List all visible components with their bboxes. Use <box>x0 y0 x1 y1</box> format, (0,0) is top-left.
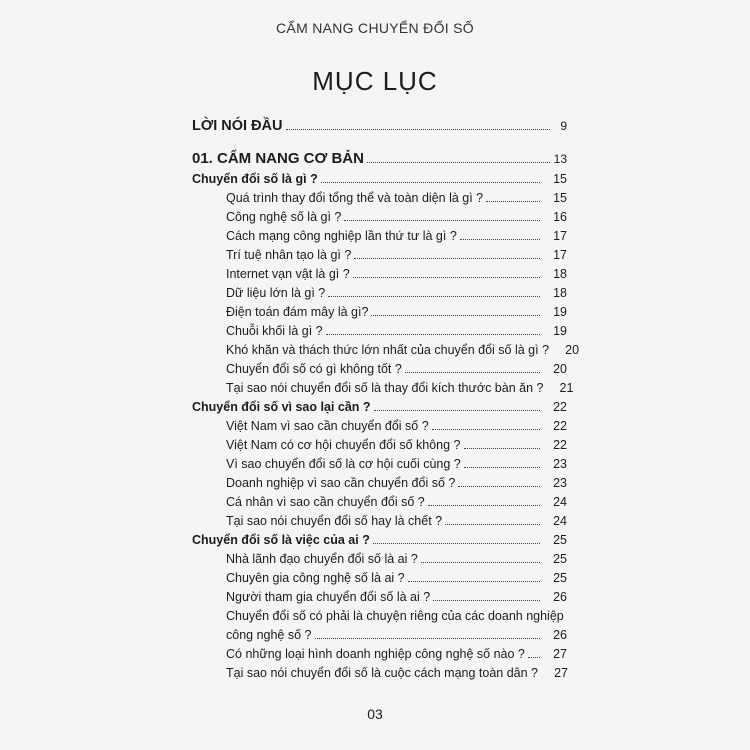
toc-entry-page: 20 <box>553 362 567 376</box>
toc-entry-label: Trí tuệ nhân tạo là gì ? <box>226 248 352 262</box>
toc-title: MỤC LỤC <box>312 66 438 96</box>
toc-entry-label: Tại sao nói chuyển đổi số là cuộc cách mạng toàn dân ? <box>226 666 539 680</box>
toc-section[interactable] <box>192 172 567 186</box>
toc-entry-page: 25 <box>553 571 567 585</box>
toc-entry-page: 24 <box>553 495 567 509</box>
dot-leader <box>486 191 540 202</box>
toc-entry-page: 22 <box>553 419 567 433</box>
toc-entry-label: Chuyên gia công nghệ số là ai ? <box>226 571 405 585</box>
toc-entry-page: 15 <box>553 172 567 186</box>
toc-item[interactable] <box>226 666 567 680</box>
dot-leader <box>408 571 540 582</box>
dot-leader <box>354 248 540 259</box>
toc-item-first-line[interactable] <box>226 609 567 623</box>
toc-item[interactable] <box>226 305 567 319</box>
toc-section[interactable] <box>192 533 567 547</box>
toc-item[interactable] <box>226 324 567 338</box>
dot-leader <box>374 400 540 411</box>
toc-entry-label: Có những loại hình doanh nghiệp công nghệ số nào ? <box>226 647 525 661</box>
dot-leader <box>344 210 540 221</box>
toc-entry-label: Nhà lãnh đạo chuyển đổi số là ai ? <box>226 552 418 566</box>
toc-entry-label: Chuyển đổi số là việc của ai ? <box>192 533 370 547</box>
dot-leader <box>432 419 540 430</box>
toc-entry-page: 15 <box>553 191 567 205</box>
toc-entry-label: Tại sao nói chuyển đổi số hay là chết ? <box>226 514 443 528</box>
toc-entry-page: 16 <box>553 210 567 224</box>
toc-entry-chapter-01[interactable] <box>192 150 567 167</box>
toc-entry-label: LỜI NÓI ĐẦU <box>192 117 283 134</box>
dot-leader <box>326 324 540 335</box>
dot-leader <box>528 647 540 658</box>
dot-leader <box>433 590 540 601</box>
toc-entry-label-line1: Chuyển đổi số có phải là chuyện riêng của các doanh nghiệp <box>226 609 564 623</box>
toc-item[interactable] <box>226 419 567 433</box>
toc-item[interactable] <box>226 229 567 243</box>
toc-entry-label: 01. CẨM NANG CƠ BẢN <box>192 150 364 167</box>
toc-entry-page: 9 <box>560 118 567 133</box>
dot-leader <box>405 362 540 373</box>
toc-item[interactable] <box>226 457 567 471</box>
toc-entry-page: 24 <box>553 514 567 528</box>
dot-leader <box>428 495 540 506</box>
toc-item[interactable] <box>226 476 567 490</box>
toc-item[interactable] <box>226 438 567 452</box>
toc-item[interactable] <box>226 343 580 357</box>
toc-entry-page: 22 <box>553 438 567 452</box>
toc-entry-page: 23 <box>553 476 567 490</box>
toc-entry-page: 19 <box>553 305 567 319</box>
dot-leader <box>373 533 540 544</box>
toc-entry-page: 26 <box>553 590 567 604</box>
toc-entry-page: 17 <box>553 248 567 262</box>
toc-entry-page: 20 <box>565 343 580 357</box>
toc-entry-label: Vì sao chuyển đổi số là cơ hội cuối cùng ? <box>226 457 461 471</box>
toc-item[interactable] <box>226 628 567 642</box>
toc-item[interactable] <box>226 590 567 604</box>
toc-item[interactable] <box>226 248 567 262</box>
toc-entry-page: 19 <box>553 324 567 338</box>
dot-leader <box>371 305 540 316</box>
toc-entry-label: Người tham gia chuyển đổi số là ai ? <box>226 590 431 604</box>
dot-leader <box>315 628 541 639</box>
dot-leader <box>367 150 550 163</box>
dot-leader <box>464 438 541 449</box>
toc-entry-label: Chuyển đổi số là gì ? <box>192 172 318 186</box>
toc-entry-page: 27 <box>553 647 567 661</box>
toc-item[interactable] <box>226 647 567 661</box>
toc-entry-label: Cá nhân vì sao cần chuyển đổi số ? <box>226 495 425 509</box>
toc-item[interactable] <box>226 495 567 509</box>
toc-item[interactable] <box>226 552 567 566</box>
toc-entry-page: 27 <box>554 666 569 680</box>
dot-leader <box>328 286 540 297</box>
toc-entry-label: Việt Nam vì sao cần chuyển đổi số ? <box>226 419 429 433</box>
toc-entry-page: 25 <box>553 552 567 566</box>
toc-entry-page: 22 <box>553 400 567 414</box>
dot-leader <box>458 476 540 487</box>
toc-item[interactable] <box>226 571 567 585</box>
toc-item[interactable] <box>226 191 567 205</box>
toc-entry-label: Khó khăn và thách thức lớn nhất của chuyển đổi số là gì ? <box>226 343 550 357</box>
toc-entry-label: Quá trình thay đổi tổng thể và toàn diện là gì ? <box>226 191 484 205</box>
toc-item[interactable] <box>226 210 567 224</box>
toc-entry-label: Điện toán đám mây là gì? <box>226 305 369 319</box>
toc-section[interactable] <box>192 400 567 414</box>
toc-entry-label: Công nghệ số là gì ? <box>226 210 342 224</box>
toc-item[interactable] <box>226 381 574 395</box>
toc-entry-label: Chuyển đổi số vì sao lại cần ? <box>192 400 371 414</box>
toc-item[interactable] <box>226 286 567 300</box>
toc-entry-page: 23 <box>553 457 567 471</box>
toc-entry-page: 18 <box>553 267 567 281</box>
dot-leader <box>460 229 540 240</box>
toc-entry-label: Doanh nghiệp vì sao cần chuyển đổi số ? <box>226 476 456 490</box>
dot-leader <box>445 514 540 525</box>
toc-entry-page: 26 <box>553 628 567 642</box>
toc-entry-page: 18 <box>553 286 567 300</box>
dot-leader <box>321 172 540 183</box>
toc-entry-page: 13 <box>553 152 567 166</box>
dot-leader <box>353 267 540 278</box>
toc-entry-label: Internet vạn vật là gì ? <box>226 267 350 281</box>
toc-entry-label: công nghệ số ? <box>226 628 312 642</box>
toc-entry-preface[interactable] <box>192 117 567 134</box>
dot-leader <box>464 457 540 468</box>
running-header: CẨM NANG CHUYỂN ĐỔI SỐ <box>276 20 474 36</box>
toc-entry-page: 21 <box>559 381 574 395</box>
toc-entry-label: Chuỗi khối là gì ? <box>226 324 323 338</box>
toc-entry-page: 17 <box>553 229 567 243</box>
dot-leader <box>286 117 550 130</box>
toc-entry-label: Việt Nam có cơ hội chuyển đổi số không ? <box>226 438 461 452</box>
toc-item[interactable] <box>226 362 567 376</box>
toc-entry-label: Tại sao nói chuyển đổi số là thay đổi kích thước bàn ăn ? <box>226 381 544 395</box>
toc-item[interactable] <box>226 267 567 281</box>
toc-entry-label: Chuyển đổi số có gì không tốt ? <box>226 362 402 376</box>
toc-entry-page: 25 <box>553 533 567 547</box>
toc-entry-label: Dữ liệu lớn là gì ? <box>226 286 326 300</box>
toc-entry-label: Cách mạng công nghiệp lần thứ tư là gì ? <box>226 229 457 243</box>
dot-leader <box>421 552 540 563</box>
toc-item[interactable] <box>226 514 567 528</box>
page-number: 03 <box>367 706 383 722</box>
